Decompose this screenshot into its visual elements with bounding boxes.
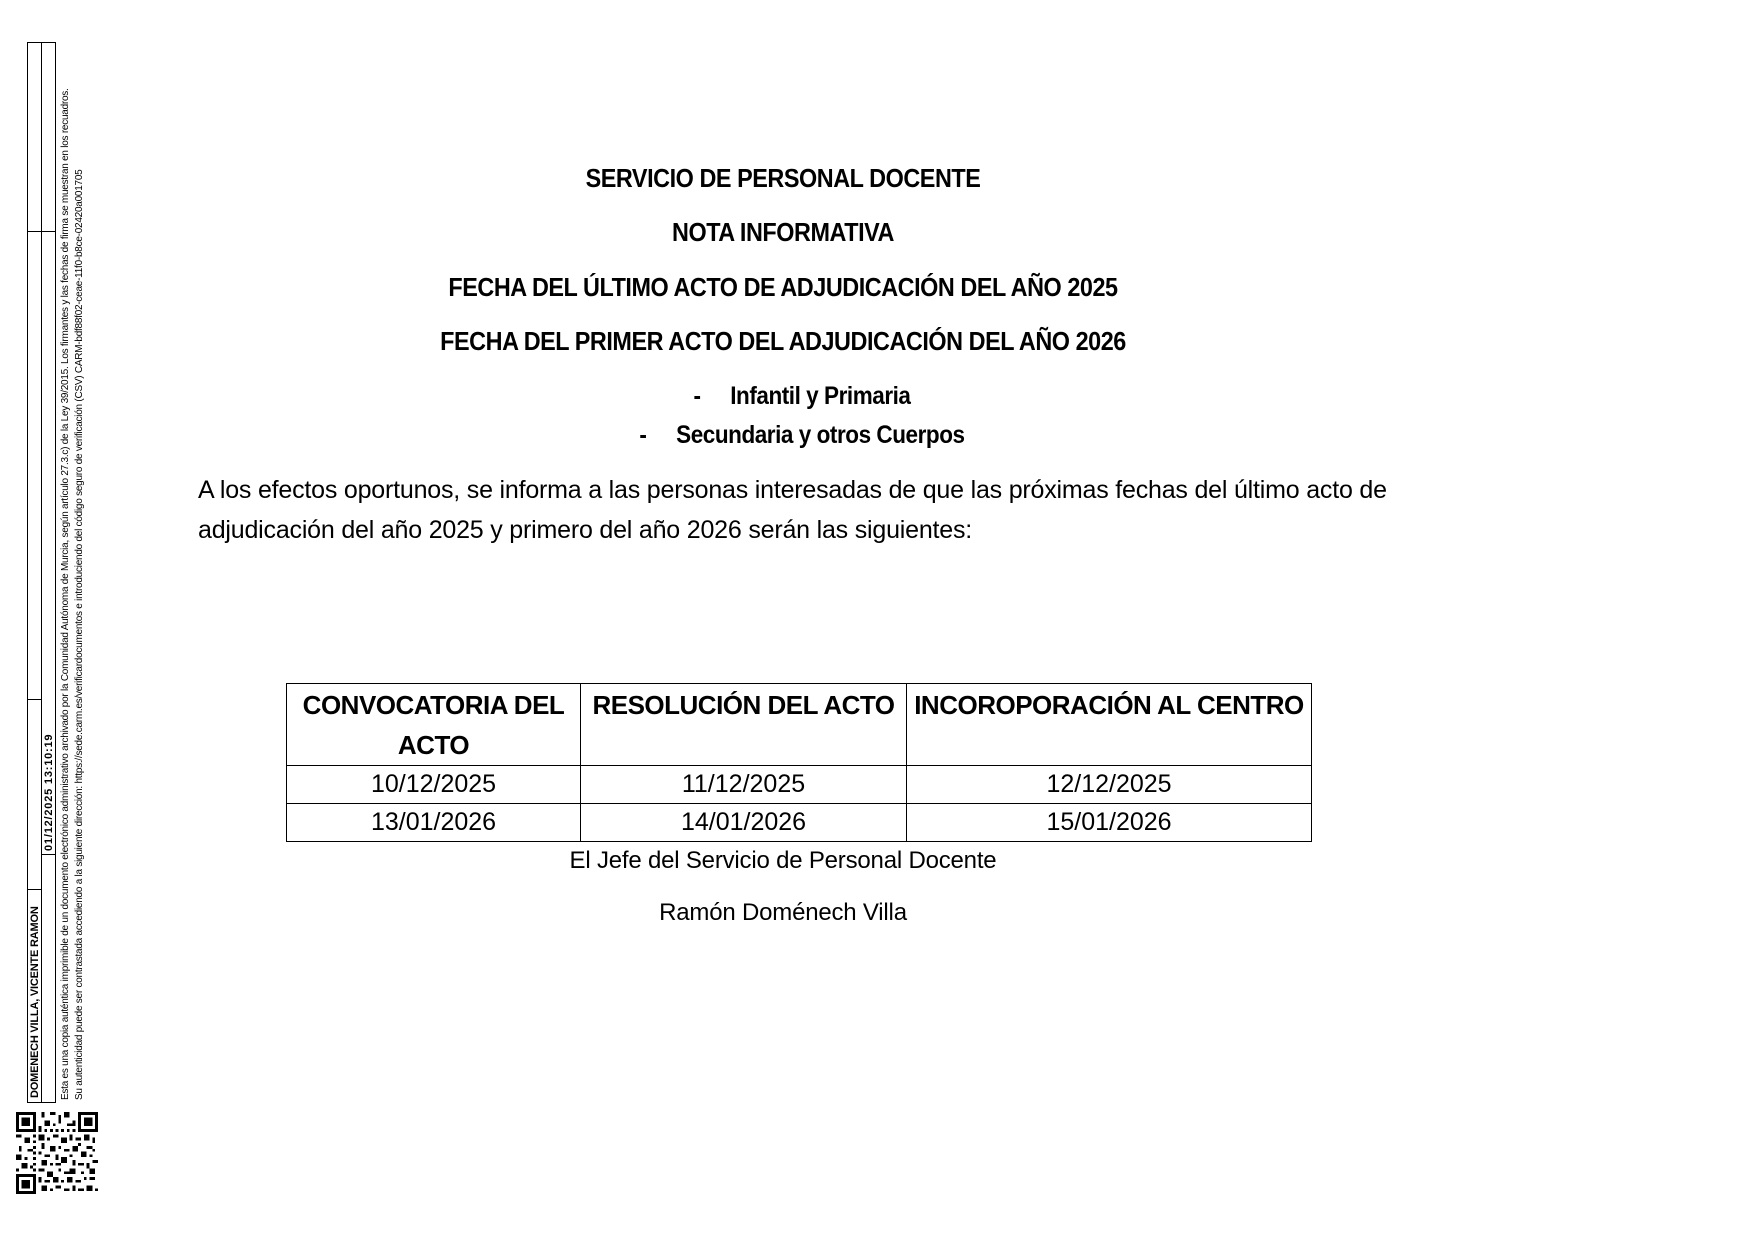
heading-nota-band (0, 217, 1566, 248)
heading-nota-informativa: NOTA INFORMATIVA (671, 217, 894, 247)
adjudication-dates-table (286, 683, 1312, 842)
bullet-label: Infantil y Primaria (730, 382, 911, 410)
sidebar-legal-line-1: Esta es una copia auténtica imprimible de un documento electrónico administrativo archivado por la Comunidad Autónoma de Murcia, según artículo 27.3.c) de la Ley 39/2015. Los firmantes y las fechas de firma se muestran en los recuadros. (60, 88, 71, 1100)
signer-title: El Jefe del Servicio de Personal Docente (569, 847, 997, 874)
bullet-secundaria-row (19, 420, 1585, 450)
table-row (287, 804, 1312, 842)
qr-code-svg (16, 1112, 98, 1194)
bullet-secundaria-cuerpos (97, 420, 1506, 450)
table-header-convocatoria: CONVOCATORIA DEL ACTO (287, 684, 581, 766)
table-cell: 12/12/2025 (907, 766, 1312, 804)
table-cell: 15/01/2026 (907, 804, 1312, 842)
bullet-dash: - (639, 421, 647, 449)
table-cell: 10/12/2025 (287, 766, 581, 804)
table-header-incorporacion: INCOROPORACIÓN AL CENTRO (907, 684, 1312, 766)
table-cell: 11/12/2025 (581, 766, 907, 804)
intro-paragraph: A los efectos oportunos, se informa a las personas interesadas de que las próximas fechas del último acto de adjudicación del año 2025 y primero del año 2026 serán las siguientes: (198, 476, 1387, 544)
signer-name-band (0, 898, 1566, 928)
signature-box-line (27, 231, 56, 232)
signer-printed-name: Ramón Doménech Villa (659, 899, 907, 926)
table-cell: 13/01/2026 (287, 804, 581, 842)
heading-fecha-2025-band (0, 272, 1566, 303)
heading-fecha-ultimo-acto-2025: FECHA DEL ÚLTIMO ACTO DE ADJUDICACIÓN DEL AÑO 2025 (448, 272, 1118, 302)
heading-fecha-primer-acto-2026: FECHA DEL PRIMER ACTO DEL ADJUDICACIÓN DEL AÑO 2026 (440, 326, 1126, 356)
page-title (0, 163, 1566, 194)
table-header-resolucion: RESOLUCIÓN DEL ACTO (581, 684, 907, 766)
sidebar-signer-name: DOMENECH VILLA, VICENTE RAMON (29, 906, 41, 1098)
sidebar-legal-line-2: Su autenticidad puede ser contrastada accediendo a la siguiente dirección: https://sede.carm.es/verificardocumentos e introduciendo del código seguro de verificación (CSV) CARM-bdf88f02-ceae-11f0-b8ce-02420a001705 (74, 169, 85, 1100)
heading-fecha-2026-band (0, 326, 1566, 357)
table-cell: 14/01/2026 (581, 804, 907, 842)
bullet-dash: - (693, 382, 701, 410)
signature-box-line (27, 699, 41, 700)
qr-code-icon (16, 1112, 98, 1194)
signature-box-line (27, 889, 41, 890)
heading-servicio: SERVICIO DE PERSONAL DOCENTE (585, 163, 981, 193)
table-header-row (287, 684, 1312, 766)
sidebar-sign-date: 01/12/2025 13:10:19 (43, 733, 55, 851)
table-row (287, 766, 1312, 804)
signature-box-line (41, 854, 56, 855)
bullet-infantil-row (19, 381, 1585, 411)
signature-box-divider (41, 42, 42, 1103)
signer-title-band (0, 846, 1566, 876)
bullet-label: Secundaria y otros Cuerpos (676, 421, 965, 449)
bullet-infantil-primaria (97, 381, 1506, 411)
